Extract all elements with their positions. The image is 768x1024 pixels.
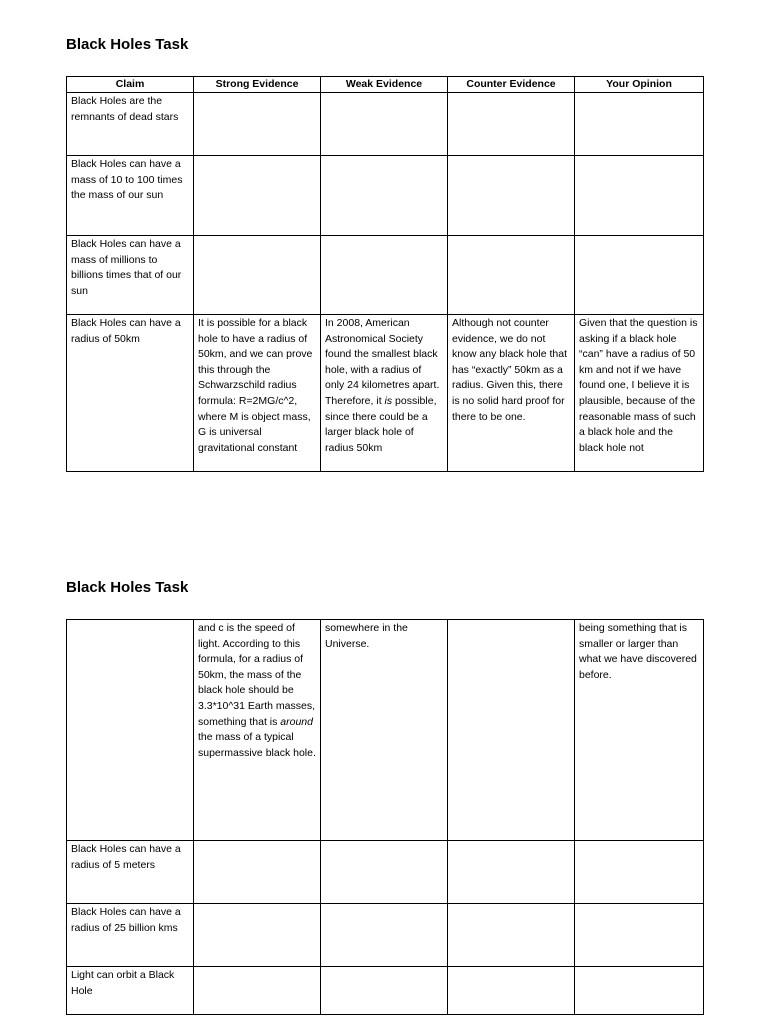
strong-evidence-cell[interactable] bbox=[194, 93, 321, 156]
opinion-cell[interactable] bbox=[575, 236, 704, 315]
weak-evidence-cell[interactable] bbox=[321, 967, 448, 1015]
emphasis-text: around bbox=[280, 715, 313, 728]
strong-evidence-cell[interactable] bbox=[194, 236, 321, 315]
header-weak-evidence: Weak Evidence bbox=[321, 77, 448, 93]
counter-evidence-cell[interactable] bbox=[448, 967, 575, 1015]
opinion-cell[interactable]: Given that the question is asking if a black hole “can” have a radius of 50 km and not if we have found one, I believe it is plausible, because of the reasonable mass of such a black hole and the black hole not bbox=[575, 315, 704, 472]
weak-evidence-cell[interactable] bbox=[321, 236, 448, 315]
claim-cell: Black Holes can have a mass of millions to billions times that of our sun bbox=[67, 236, 194, 315]
page-title: Black Holes Task bbox=[66, 36, 189, 53]
strong-evidence-cell[interactable] bbox=[194, 620, 321, 841]
emphasis-text: is bbox=[384, 394, 393, 407]
header-your-opinion: Your Opinion bbox=[575, 77, 704, 93]
header-counter-evidence: Counter Evidence bbox=[448, 77, 575, 93]
counter-evidence-cell[interactable] bbox=[448, 841, 575, 904]
strong-evidence-cell[interactable] bbox=[194, 967, 321, 1015]
weak-evidence-cell[interactable] bbox=[321, 841, 448, 904]
table-row bbox=[67, 93, 704, 156]
strong-evidence-cell[interactable] bbox=[194, 904, 321, 967]
claim-cell: Black Holes can have a radius of 5 meters bbox=[67, 841, 194, 904]
opinion-cell[interactable] bbox=[575, 841, 704, 904]
header-claim: Claim bbox=[67, 77, 194, 93]
opinion-cell[interactable] bbox=[575, 967, 704, 1015]
weak-evidence-text-cont: possible, since there could be a larger black hole of radius 50km bbox=[325, 394, 437, 454]
claim-cell: Black Holes are the remnants of dead stars bbox=[67, 93, 194, 156]
strong-evidence-cell[interactable] bbox=[194, 156, 321, 236]
strong-evidence-text: and c is the speed of light. According to this formula, for a radius of 50km, the mass of the black hole should be 3.3*10^31 Earth masses, something that is bbox=[198, 622, 315, 728]
table-row bbox=[67, 620, 704, 841]
claims-table-continued bbox=[66, 619, 704, 1015]
strong-evidence-cell[interactable] bbox=[194, 841, 321, 904]
strong-evidence-text-cont: the mass of a typical supermassive black hole. bbox=[198, 731, 316, 759]
table-row bbox=[67, 315, 704, 472]
claim-cell bbox=[67, 620, 194, 841]
opinion-cell[interactable] bbox=[575, 156, 704, 236]
table-row bbox=[67, 967, 704, 1015]
claim-cell: Black Holes can have a radius of 25 billion kms bbox=[67, 904, 194, 967]
header-strong-evidence: Strong Evidence bbox=[194, 77, 321, 93]
weak-evidence-cell[interactable] bbox=[321, 904, 448, 967]
weak-evidence-cell[interactable] bbox=[321, 315, 448, 472]
weak-evidence-cell[interactable] bbox=[321, 156, 448, 236]
claim-cell: Black Holes can have a mass of 10 to 100 times the mass of our sun bbox=[67, 156, 194, 236]
counter-evidence-cell[interactable] bbox=[448, 156, 575, 236]
page-title-continued: Black Holes Task bbox=[66, 579, 189, 596]
claim-cell: Light can orbit a Black Hole bbox=[67, 967, 194, 1015]
opinion-cell[interactable] bbox=[575, 904, 704, 967]
strong-evidence-cell[interactable]: It is possible for a black hole to have a radius of 50km, and we can prove this through the Schwarzschild radius formula: R=2MG/c^2, where M is object mass, G is universal gravitational constant bbox=[194, 315, 321, 472]
counter-evidence-cell[interactable] bbox=[448, 620, 575, 841]
table-header-row bbox=[67, 77, 704, 93]
counter-evidence-cell[interactable] bbox=[448, 904, 575, 967]
counter-evidence-cell[interactable] bbox=[448, 236, 575, 315]
counter-evidence-cell[interactable] bbox=[448, 93, 575, 156]
counter-evidence-cell[interactable]: Although not counter evidence, we do not know any black hole that has “exactly” 50km as a radius. Given this, there is no solid hard proof for there to be one. bbox=[448, 315, 575, 472]
claim-cell: Black Holes can have a radius of 50km bbox=[67, 315, 194, 472]
table-row bbox=[67, 236, 704, 315]
weak-evidence-cell[interactable]: somewhere in the Universe. bbox=[321, 620, 448, 841]
table-row bbox=[67, 841, 704, 904]
opinion-cell[interactable] bbox=[575, 93, 704, 156]
claims-table bbox=[66, 76, 704, 472]
opinion-cell[interactable]: being something that is smaller or larger than what we have discovered before. bbox=[575, 620, 704, 841]
weak-evidence-text: In 2008, American Astronomical Society found the smallest black hole, with a radius of only 24 kilometres apart. Therefore, it bbox=[325, 317, 440, 407]
table-row bbox=[67, 156, 704, 236]
weak-evidence-cell[interactable] bbox=[321, 93, 448, 156]
table-row bbox=[67, 904, 704, 967]
